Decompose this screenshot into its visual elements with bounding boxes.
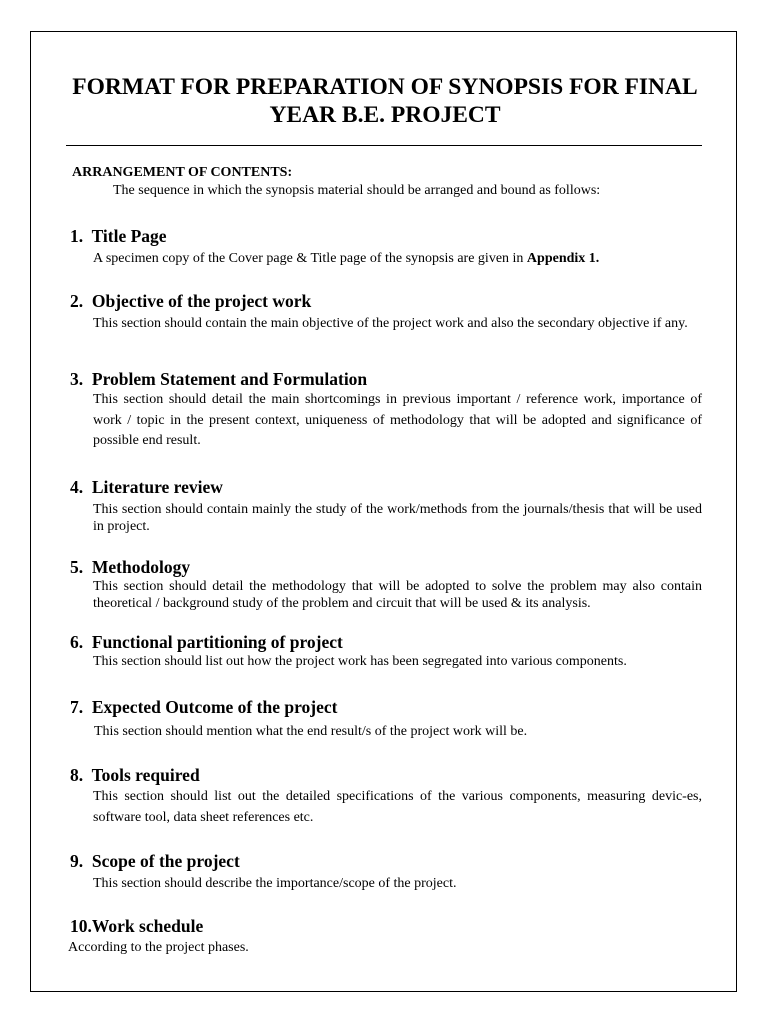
section-heading (70, 556, 702, 578)
section-heading (70, 290, 702, 312)
section-heading (70, 850, 702, 872)
section-problem-statement (70, 368, 702, 452)
section-number: 10. (70, 916, 92, 936)
section-literature-review (70, 476, 702, 535)
section-title: Title Page (91, 226, 167, 246)
section-body: This section should contain the main objective of the project work and also the secondary objective if any. (93, 316, 688, 331)
section-body: According to the project phases. (68, 940, 249, 955)
section-body: This section should list out how the project work has been segregated into various components. (93, 654, 627, 669)
section-title: Tools required (91, 765, 200, 785)
section-body (93, 250, 702, 267)
section-heading (70, 476, 702, 498)
section-number: 3. (70, 369, 84, 389)
arrangement-heading: ARRANGEMENT OF CONTENTS: (72, 165, 293, 180)
section-body: This section should detail the main shortcomings in previous important / reference work, importance of work / topic in the present context, uniqueness of methodology that will be adopted and significance of possible end result. (93, 392, 702, 448)
section-functional-partitioning (70, 631, 702, 670)
section-number: 5. (70, 557, 84, 577)
section-body: This section should contain mainly the study of the work/methods from the journals/thesis that will be used in project. (93, 502, 702, 534)
section-body: This section should describe the importance/scope of the project. (93, 876, 457, 891)
section-heading (70, 368, 702, 390)
section-heading (70, 696, 702, 718)
section-tools-required (70, 764, 702, 828)
section-number: 9. (70, 851, 84, 871)
section-title: Scope of the project (91, 851, 240, 871)
section-title: Literature review (91, 477, 223, 497)
section-number: 4. (70, 477, 84, 497)
appendix-reference: Appendix 1. (526, 251, 600, 266)
section-heading (70, 764, 702, 786)
section-number: 6. (70, 632, 84, 652)
section-methodology (70, 556, 702, 612)
section-title: Expected Outcome of the project (91, 697, 338, 717)
section-body: This section should list out the detailed specifications of the various components, measuring devic-es, software tool, data sheet references etc. (93, 789, 702, 825)
section-title: Objective of the project work (91, 291, 312, 311)
section-body: This section should mention what the end result/s of the project work will be. (94, 724, 528, 739)
section-expected-outcome (70, 696, 702, 740)
title-divider (66, 145, 702, 146)
arrangement-intro: The sequence in which the synopsis material should be arranged and bound as follows: (113, 183, 601, 198)
section-objective (70, 290, 702, 332)
section-title: Work schedule (91, 916, 204, 936)
section-number: 8. (70, 765, 84, 785)
section-number: 7. (70, 697, 84, 717)
section-title: Methodology (91, 557, 191, 577)
section-number: 2. (70, 291, 84, 311)
section-title: Problem Statement and Formulation (91, 369, 368, 389)
section-number: 1. (70, 226, 84, 246)
section-work-schedule (70, 915, 702, 956)
section-heading (70, 631, 702, 653)
section-heading (70, 915, 702, 937)
section-title-page (70, 225, 702, 267)
section-body: This section should detail the methodology that will be adopted to solve the problem may also contain theoretical / background study of the problem and circuit that will be used & its analysis. (93, 579, 702, 611)
section-heading (70, 225, 702, 247)
section-body-text: A specimen copy of the Cover page & Title page of the synopsis are given in (93, 251, 527, 266)
document-title: FORMAT FOR PREPARATION OF SYNOPSIS FOR FINAL YEAR B.E. PROJECT (72, 74, 698, 128)
section-title: Functional partitioning of project (91, 632, 343, 652)
section-scope (70, 850, 702, 892)
